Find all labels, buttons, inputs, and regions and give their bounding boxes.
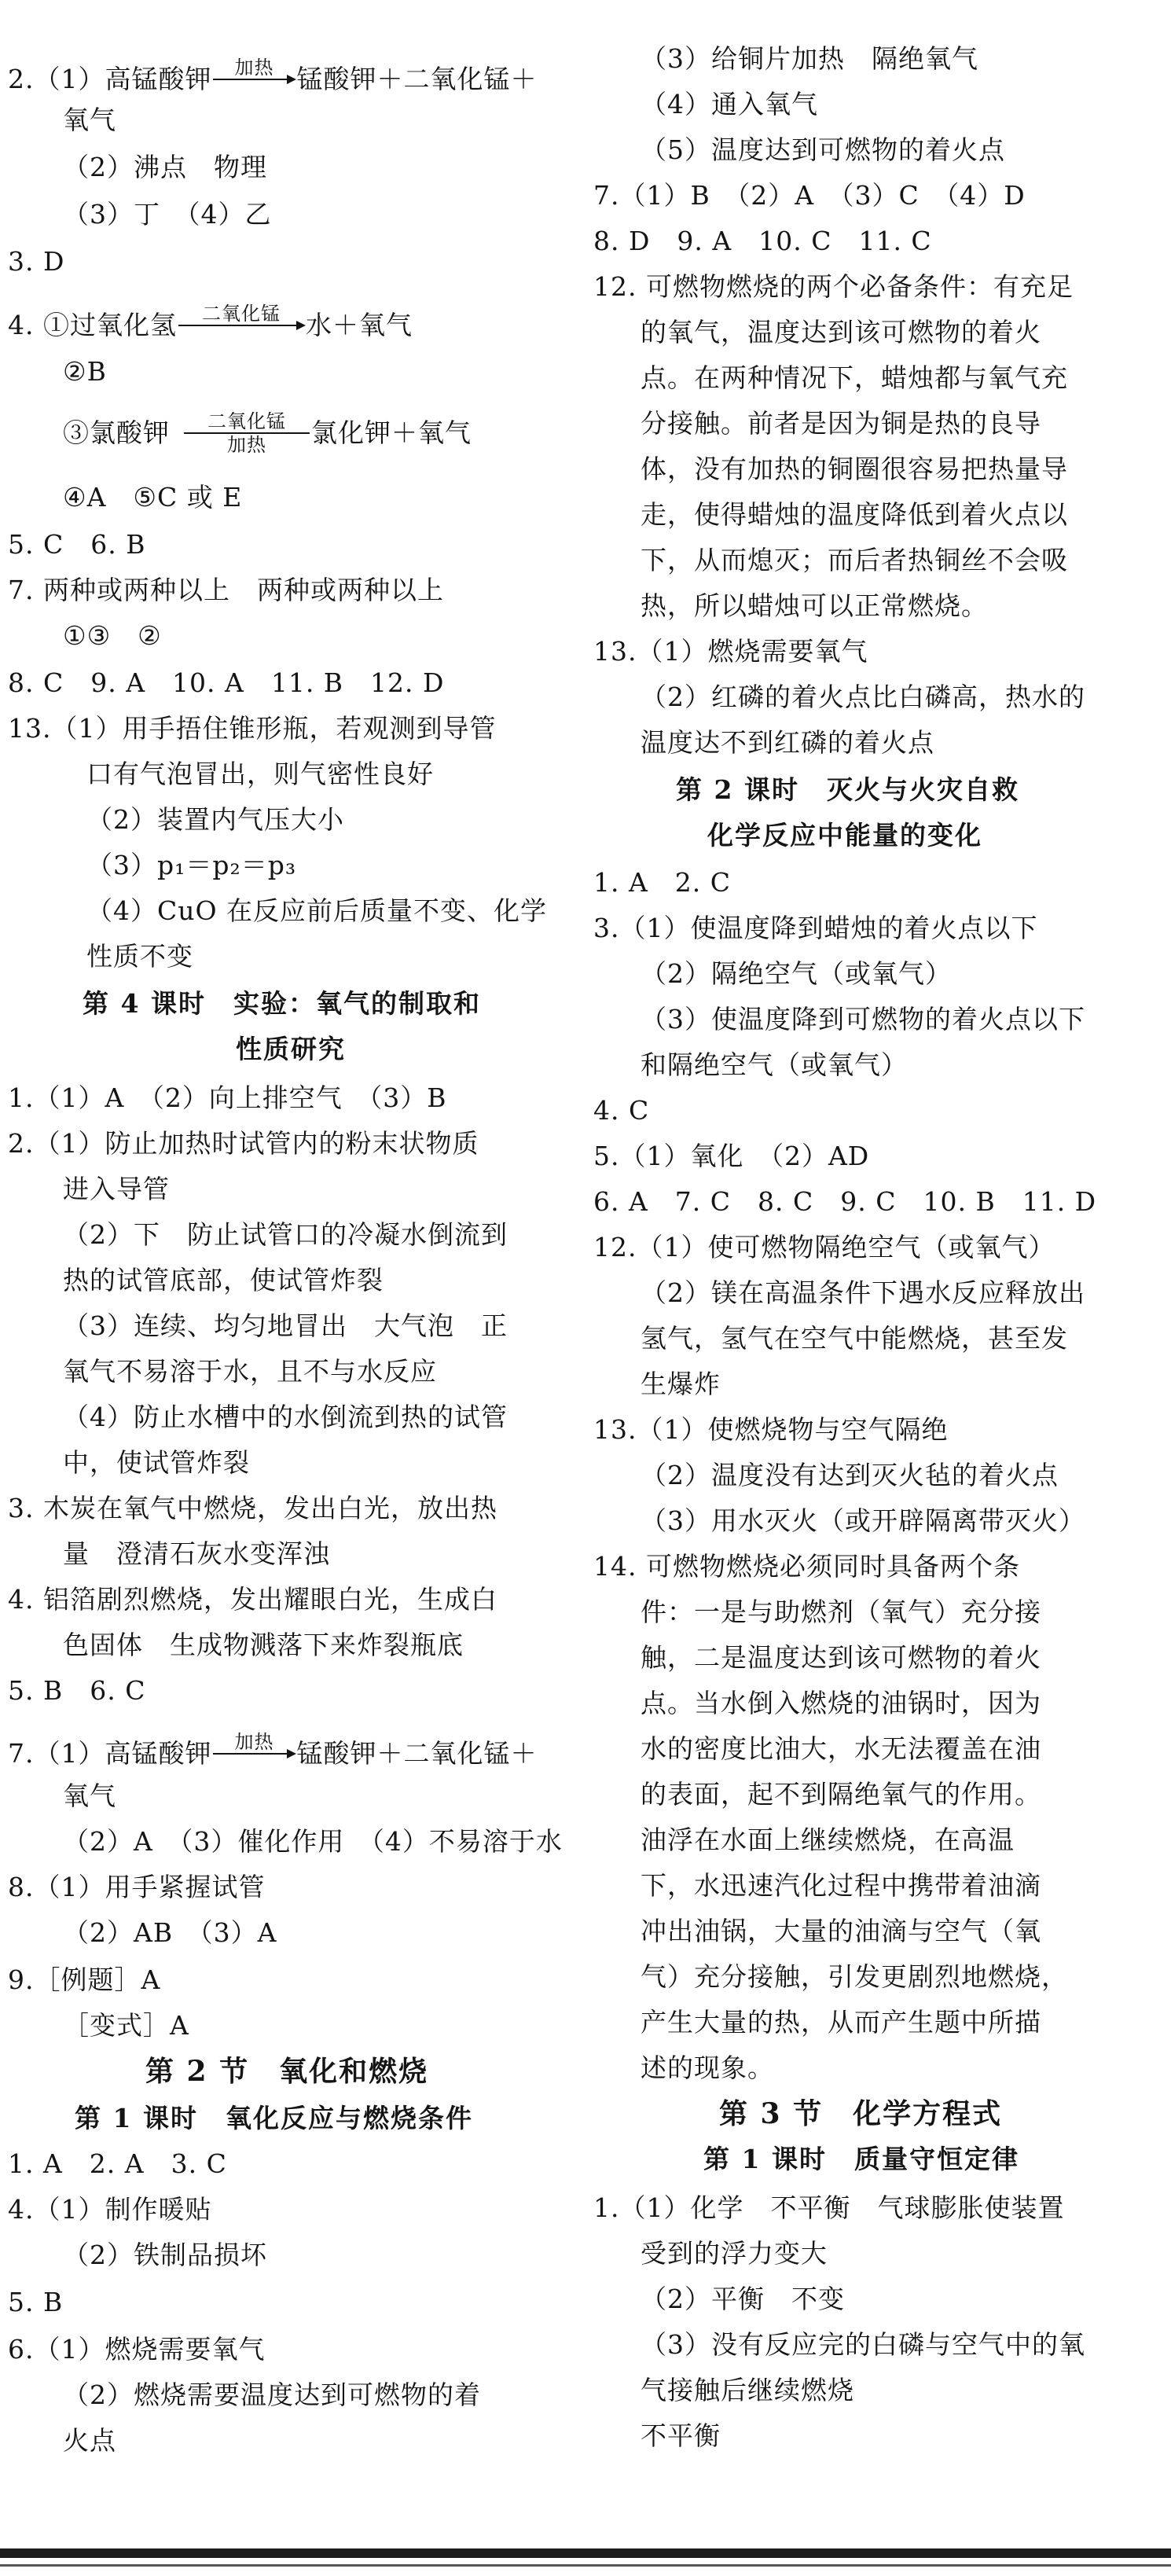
answer-line: 不平衡 xyxy=(641,2420,721,2451)
reaction-arrow xyxy=(178,303,304,348)
answer-line: 下，从而熄灭；而后者热铜丝不会吸 xyxy=(641,545,1068,575)
answer-line xyxy=(63,410,629,456)
reaction-arrow xyxy=(213,57,295,102)
answer-line: 气）充分接触，引发更剧烈地燃烧， xyxy=(641,1961,1068,1992)
answer-line: （3）p₁＝p₂＝p₃ xyxy=(86,850,297,880)
reaction-arrow xyxy=(213,1731,295,1777)
answer-line: （2）AB （3）A xyxy=(63,1917,277,1948)
answer-line: 4. C xyxy=(593,1095,650,1126)
reaction-arrow xyxy=(184,410,310,456)
answer-line: （3）没有反应完的白磷与空气中的氧 xyxy=(641,2329,1085,2360)
answer-line: 13.（1）燃烧需要氧气 xyxy=(593,636,868,667)
answer-line: 热的试管底部，使试管炸裂 xyxy=(63,1265,384,1295)
reaction-condition: 二氧化锰 xyxy=(207,410,286,432)
answer-line: （2）装置内气压大小 xyxy=(86,804,344,835)
answer-line: 热，所以蜡烛可以正常燃烧。 xyxy=(641,590,988,621)
answer-line xyxy=(8,1731,574,1777)
answer-text: 4. ①过氧化氢 xyxy=(8,310,177,340)
answer-text: 锰酸钾＋二氧化锰＋ xyxy=(296,64,538,94)
answer-line: 中，使试管炸裂 xyxy=(63,1447,250,1478)
answer-line: 氧气 xyxy=(63,105,116,135)
lesson-heading: 性质研究 xyxy=(236,1034,346,1064)
lesson-heading: 第 1 课时 质量守恒定律 xyxy=(703,2144,1019,2174)
answer-line: （2）铁制品损坏 xyxy=(63,2240,267,2270)
answer-line: （2）红磷的着火点比白磷高，热水的 xyxy=(641,682,1085,712)
answer-line: ④A ⑤C 或 E xyxy=(63,482,243,513)
answer-line: 触，二是温度达到该可燃物的着火 xyxy=(641,1642,1041,1673)
answer-line: 8. D 9. A 10. C 11. C xyxy=(593,226,932,256)
answer-line: 火点 xyxy=(63,2425,116,2456)
answer-line xyxy=(8,57,574,102)
answer-line: 13.（1）使燃烧物与空气隔绝 xyxy=(593,1414,949,1445)
answer-line: 走，使得蜡烛的温度降低到着火点以 xyxy=(641,499,1068,530)
answer-line: 6. A 7. C 8. C 9. C 10. B 11. D xyxy=(593,1186,1097,1217)
answer-line: （2）平衡 不变 xyxy=(641,2284,845,2314)
answer-line: 和隔绝空气（或氧气） xyxy=(641,1049,908,1080)
answer-line: ①③ ② xyxy=(63,620,162,651)
answer-line: 油浮在水面上继续燃烧，在高温 xyxy=(641,1825,1015,1855)
answer-text: 氯化钾＋氧气 xyxy=(311,417,472,448)
answer-line: 冲出油锅，大量的油滴与空气（氧 xyxy=(641,1916,1041,1946)
answer-line: 8.（1）用手紧握试管 xyxy=(8,1872,266,1902)
lesson-heading: 第 4 课时 实验：氧气的制取和 xyxy=(83,988,481,1019)
answer-line: 3. 木炭在氧气中燃烧，发出白光，放出热 xyxy=(8,1493,497,1523)
answer-line: 5. C 6. B xyxy=(8,529,146,560)
answer-line xyxy=(8,303,574,348)
answer-line: （2）下 防止试管口的冷凝水倒流到 xyxy=(63,1219,508,1250)
answer-line: 件：一是与助燃剂（氧气）充分接 xyxy=(641,1597,1041,1627)
section-heading: 第 2 节 氧化和燃烧 xyxy=(145,2055,429,2088)
answer-line: 下，水迅速汽化过程中携带着油滴 xyxy=(641,1870,1041,1901)
answer-line: 口有气泡冒出，则气密性良好 xyxy=(86,759,434,789)
answer-line: （4）防止水槽中的水倒流到热的试管 xyxy=(63,1402,508,1432)
answer-line: 氧气 xyxy=(63,1780,116,1811)
page-bottom-rule xyxy=(0,2548,1171,2558)
section-heading: 第 3 节 化学方程式 xyxy=(719,2097,1003,2130)
answer-line: 5.（1）氧化 （2）AD xyxy=(593,1141,870,1171)
answer-line: 9.［例题］A xyxy=(8,1964,161,1995)
answer-line: （3）使温度降到可燃物的着火点以下 xyxy=(641,1004,1085,1034)
page-bottom-rule xyxy=(0,2564,1171,2567)
answer-line: 1.（1）化学 不平衡 气球膨胀使装置 xyxy=(593,2192,1065,2223)
answer-line: （4）通入氧气 xyxy=(641,89,818,119)
answer-line: 点。当水倒入燃烧的油锅时，因为 xyxy=(641,1688,1041,1718)
answer-line: 1. A 2. A 3. C xyxy=(8,2148,227,2179)
answer-line: 体，没有加热的铜圈很容易把热量导 xyxy=(641,454,1068,484)
answer-line: （2）温度没有达到灭火毡的着火点 xyxy=(641,1460,1059,1490)
answer-line: 5. B xyxy=(8,2287,64,2317)
answer-line: 分接触。前者是因为铜是热的良导 xyxy=(641,408,1041,439)
answer-line: （3）丁 （4）乙 xyxy=(63,199,272,230)
answer-line: 述的现象。 xyxy=(641,2052,774,2083)
answer-line: 氧气不易溶于水，且不与水反应 xyxy=(63,1356,437,1387)
answer-line: 7.（1）B （2）A （3）C （4）D xyxy=(593,180,1026,211)
reaction-condition: 加热 xyxy=(234,57,274,79)
answer-text: 锰酸钾＋二氧化锰＋ xyxy=(296,1738,538,1769)
reaction-condition: 加热 xyxy=(227,434,266,456)
answer-line: （2）隔绝空气（或氧气） xyxy=(641,958,952,989)
answer-line: （2）燃烧需要温度达到可燃物的着 xyxy=(63,2379,481,2410)
answer-line: 12. 可燃物燃烧的两个必备条件：有充足 xyxy=(593,271,1074,302)
answer-line: 的表面，起不到隔绝氧气的作用。 xyxy=(641,1779,1041,1810)
answer-line: 的氧气，温度达到该可燃物的着火 xyxy=(641,317,1041,347)
answer-line: 量 澄清石灰水变浑浊 xyxy=(63,1538,330,1569)
answer-line: 气接触后继续燃烧 xyxy=(641,2375,854,2405)
answer-line: ②B xyxy=(63,356,107,387)
answer-line: 色固体 生成物溅落下来炸裂瓶底 xyxy=(63,1630,464,1660)
answer-line: 13.（1）用手捂住锥形瓶，若观测到导管 xyxy=(8,713,497,744)
answer-line: （5）温度达到可燃物的着火点 xyxy=(641,134,1005,165)
answer-line: ［变式］A xyxy=(63,2010,189,2041)
answer-line: 3.（1）使温度降到蜡烛的着火点以下 xyxy=(593,913,1038,943)
answer-line: 3. D xyxy=(8,246,65,277)
answer-line: 氢气，氢气在空气中能燃烧，甚至发 xyxy=(641,1323,1068,1354)
answer-text: 水＋氧气 xyxy=(305,310,413,340)
answer-line: （2）A （3）催化作用 （4）不易溶于水 xyxy=(63,1826,563,1857)
answer-line: （4）CuO 在反应前后质量不变、化学 xyxy=(86,895,548,926)
answer-line: 4. 铝箔剧烈燃烧，发出耀眼白光，生成白 xyxy=(8,1584,497,1615)
lesson-heading: 化学反应中能量的变化 xyxy=(707,820,982,851)
answer-line: （3）给铜片加热 隔绝氧气 xyxy=(641,43,978,74)
answer-line: 水的密度比油大，水无法覆盖在油 xyxy=(641,1733,1041,1764)
answer-text: 7.（1）高锰酸钾 xyxy=(8,1738,212,1769)
reaction-condition: 二氧化锰 xyxy=(201,303,281,325)
answer-line: 1.（1）A （2）向上排空气 （3）B xyxy=(8,1082,447,1113)
answer-line: 进入导管 xyxy=(63,1174,170,1204)
reaction-condition: 加热 xyxy=(234,1731,274,1753)
answer-line: （3）用水灭火（或开辟隔离带灭火） xyxy=(641,1505,1085,1536)
answer-line: （3）连续、均匀地冒出 大气泡 正 xyxy=(63,1310,508,1341)
answer-line: 产生大量的热，从而产生题中所描 xyxy=(641,2007,1041,2038)
answer-line: 14. 可燃物燃烧必须同时具备两个条 xyxy=(593,1551,1020,1582)
answer-line: 12.（1）使可燃物隔绝空气（或氧气） xyxy=(593,1232,1055,1262)
answer-line: 性质不变 xyxy=(86,941,193,972)
answer-line: 2.（1）防止加热时试管内的粉末状物质 xyxy=(8,1128,479,1159)
answer-line: （2）镁在高温条件下遇水反应释放出 xyxy=(641,1277,1085,1308)
answer-line: 8. C 9. A 10. A 11. B 12. D xyxy=(8,667,445,698)
answer-line: 受到的浮力变大 xyxy=(641,2238,828,2269)
answer-line: （2）沸点 物理 xyxy=(63,152,267,182)
answer-line: 生爆炸 xyxy=(641,1369,721,1399)
answer-line: 4.（1）制作暖贴 xyxy=(8,2194,212,2225)
answer-text: 2.（1）高锰酸钾 xyxy=(8,64,212,94)
lesson-heading: 第 1 课时 氧化反应与燃烧条件 xyxy=(75,2103,473,2133)
answer-line: 6.（1）燃烧需要氧气 xyxy=(8,2334,266,2365)
answer-line: 1. A 2. C xyxy=(593,867,732,898)
answer-line: 温度达不到红磷的着火点 xyxy=(641,727,934,758)
answer-text: ③氯酸钾 xyxy=(63,417,170,448)
answer-line: 7. 两种或两种以上 两种或两种以上 xyxy=(8,575,444,605)
answer-line: 5. B 6. C xyxy=(8,1675,146,1706)
lesson-heading: 第 2 课时 灭火与火灾自救 xyxy=(676,774,1019,805)
answer-line: 点。在两种情况下，蜡烛都与氧气充 xyxy=(641,362,1068,393)
